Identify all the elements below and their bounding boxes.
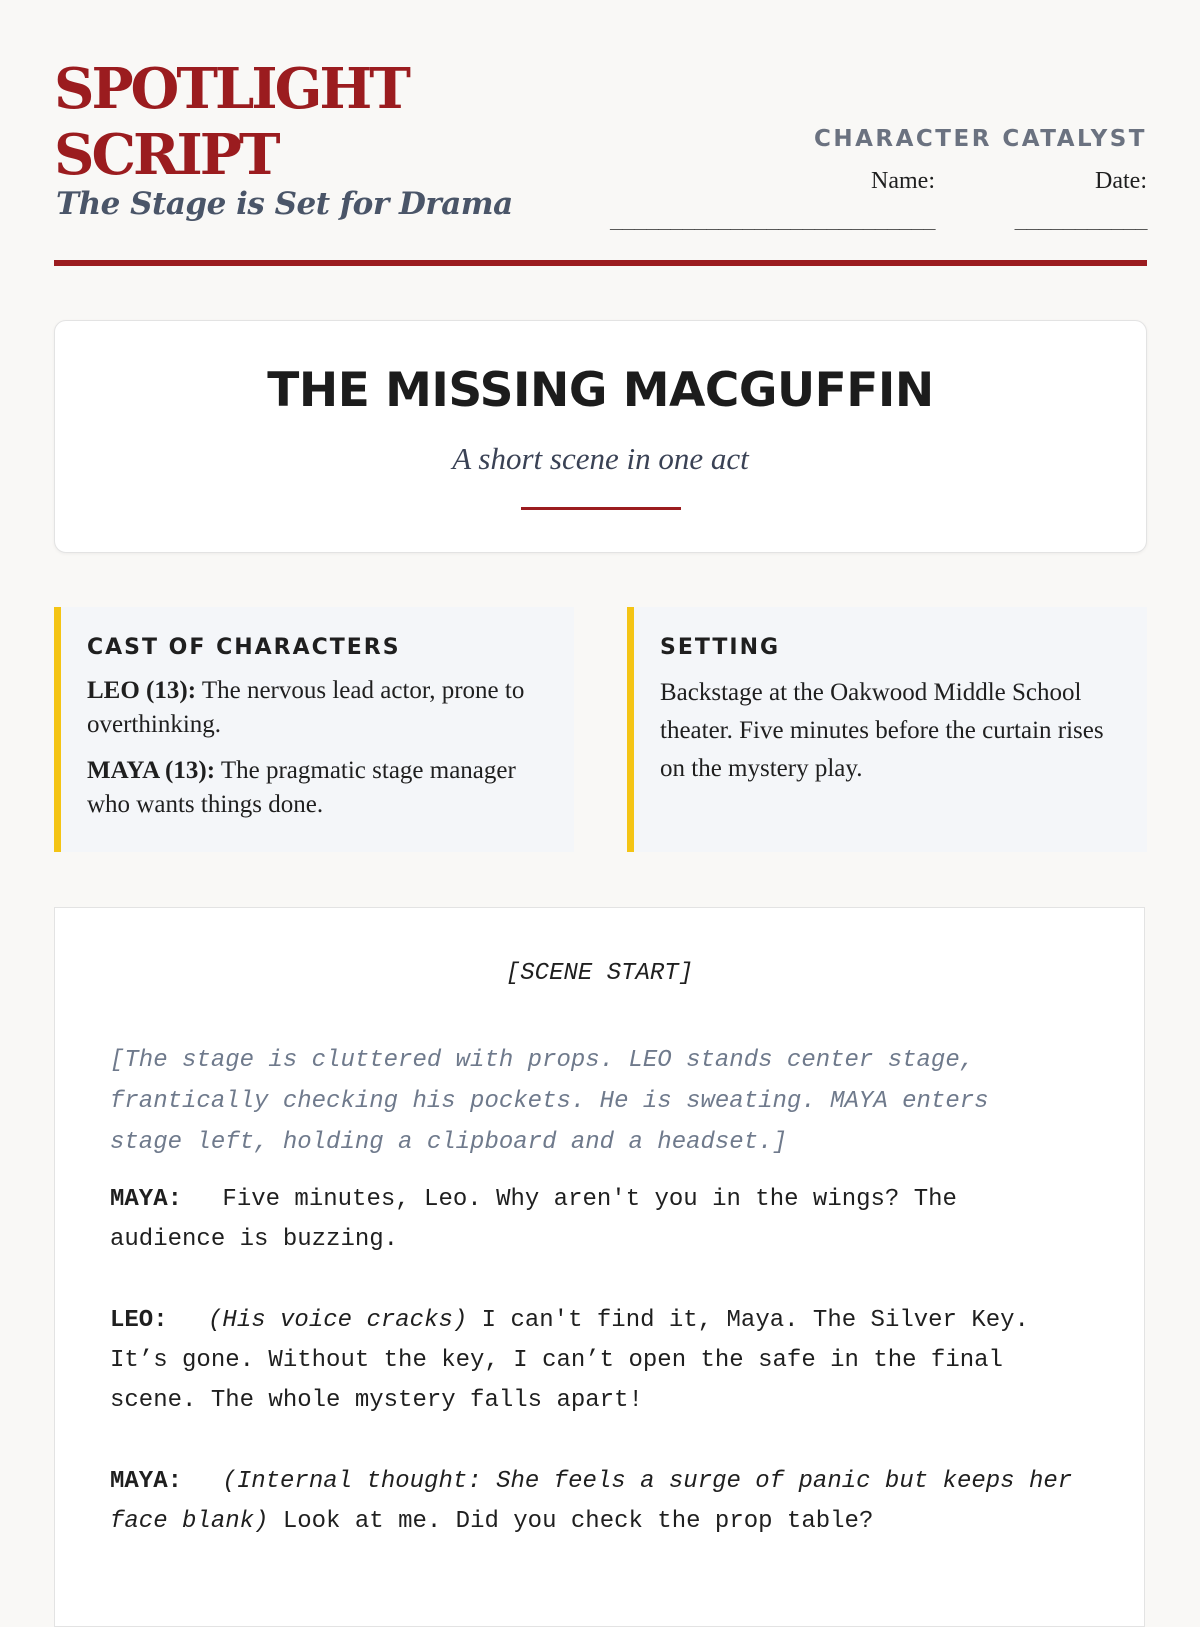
worksheet-header bbox=[54, 56, 1147, 266]
cast-member-name: LEO (13): bbox=[87, 677, 197, 704]
cast-member-name: MAYA (13): bbox=[87, 757, 216, 784]
dialogue-line bbox=[110, 1301, 1080, 1421]
speaker-name: LEO: bbox=[110, 1307, 168, 1334]
scene-start-marker: [SCENE START] bbox=[505, 960, 694, 987]
header-divider bbox=[54, 260, 1147, 266]
dialogue-line bbox=[110, 1180, 1080, 1260]
play-title: THE MISSING MACGUFFIN bbox=[267, 363, 934, 418]
date-field[interactable]: ___________ bbox=[1014, 206, 1147, 230]
parenthetical: (Internal thought: She feels a surge of panic but keeps her face blank) bbox=[110, 1468, 1073, 1535]
name-label: Name: bbox=[871, 168, 935, 194]
cast-heading: CAST OF CHARACTERS bbox=[87, 635, 401, 660]
speaker-name: MAYA: bbox=[110, 1468, 183, 1495]
dialogue-text: Look at me. Did you check the prop table? bbox=[282, 1508, 874, 1535]
brand-title: SPOTLIGHT SCRIPT bbox=[54, 56, 408, 188]
speaker-name: MAYA: bbox=[110, 1186, 183, 1213]
title-accent-rule bbox=[521, 507, 681, 510]
setting-heading: SETTING bbox=[660, 635, 781, 660]
cast-member-description: The nervous lead actor, prone to overthinking. bbox=[87, 677, 525, 738]
cast-of-characters-box bbox=[54, 607, 574, 852]
title-card bbox=[54, 320, 1147, 553]
parenthetical: (His voice cracks) bbox=[208, 1307, 468, 1334]
dialogue-text: Five minutes, Leo. Why aren't you in the wings? The audience is buzzing. bbox=[110, 1186, 957, 1253]
worksheet-label: CHARACTER CATALYST bbox=[813, 126, 1147, 152]
cast-member bbox=[87, 674, 546, 742]
script-card bbox=[54, 907, 1145, 1627]
name-date-block bbox=[587, 126, 1147, 236]
setting-box bbox=[627, 607, 1147, 852]
dialogue-line bbox=[110, 1462, 1080, 1542]
stage-direction: [The stage is cluttered with props. LEO stands center stage, frantically checking his pockets. He is sweating. MAYA enters stage left, holding a clipboard and a headset.] bbox=[110, 1047, 989, 1156]
setting-description: Backstage at the Oakwood Middle School theater. Five minutes before the curtain rises on the mystery play. bbox=[660, 679, 1104, 782]
brand-tagline: The Stage is Set for Drama bbox=[56, 186, 513, 222]
play-subtitle: A short scene in one act bbox=[452, 441, 749, 476]
cast-member bbox=[87, 754, 546, 822]
cast-member-description: The pragmatic stage manager who wants things done. bbox=[87, 757, 516, 818]
name-field[interactable]: ___________________________ bbox=[609, 206, 935, 230]
dialogue-text: I can't find it, Maya. The Silver Key. It’s gone. Without the key, I can’t open the safe in the final scene. The whole mystery falls apart! bbox=[110, 1307, 1029, 1414]
date-label: Date: bbox=[1095, 168, 1147, 194]
